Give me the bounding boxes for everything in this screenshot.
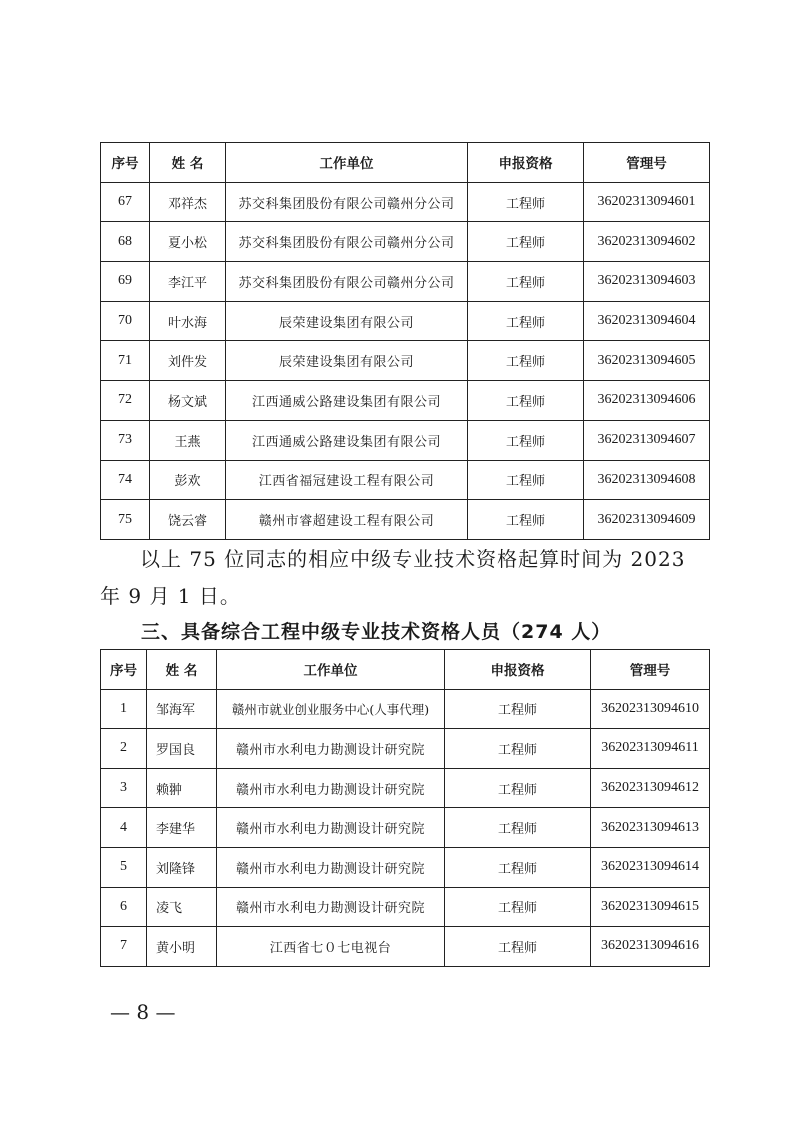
table-row	[101, 381, 710, 421]
cell-work-unit: 江西省福冠建设工程有限公司	[226, 460, 468, 500]
header-name: 姓 名	[147, 650, 217, 690]
header-management-number: 管理号	[584, 143, 710, 183]
cell-qualification: 工程师	[468, 341, 584, 381]
header-qualification: 申报资格	[445, 650, 591, 690]
cell-qualification: 工程师	[468, 222, 584, 262]
cell-work-unit: 赣州市水利电力勘测设计研究院	[217, 847, 445, 887]
cell-work-unit: 江西通威公路建设集团有限公司	[226, 420, 468, 460]
table-row	[101, 222, 710, 262]
cell-serial: 70	[101, 301, 150, 341]
header-management-number: 管理号	[591, 650, 710, 690]
cell-qualification: 工程师	[468, 301, 584, 341]
cell-name: 赖翀	[147, 768, 217, 808]
cell-serial: 72	[101, 381, 150, 421]
header-work-unit: 工作单位	[217, 650, 445, 690]
cell-work-unit: 赣州市水利电力勘测设计研究院	[217, 768, 445, 808]
cell-management-number: 36202313094610	[591, 689, 710, 729]
cell-serial: 5	[101, 847, 147, 887]
cell-name: 彭欢	[150, 460, 226, 500]
header-serial: 序号	[101, 143, 150, 183]
cell-name: 邓祥杰	[150, 182, 226, 222]
cell-qualification: 工程师	[468, 420, 584, 460]
cell-work-unit: 辰荣建设集团有限公司	[226, 301, 468, 341]
cell-management-number: 36202313094606	[584, 381, 710, 421]
table-row	[101, 341, 710, 381]
cell-qualification: 工程师	[468, 381, 584, 421]
table-row	[101, 927, 710, 967]
qualification-table-2	[100, 649, 710, 967]
cell-work-unit: 赣州市水利电力勘测设计研究院	[217, 808, 445, 848]
cell-serial: 6	[101, 887, 147, 927]
cell-work-unit: 赣州市水利电力勘测设计研究院	[217, 887, 445, 927]
cell-management-number: 36202313094605	[584, 341, 710, 381]
cell-name: 李江平	[150, 262, 226, 302]
cell-management-number: 36202313094611	[591, 729, 710, 769]
header-serial: 序号	[101, 650, 147, 690]
start-date-paragraph: 以上 75 位同志的相应中级专业技术资格起算时间为 2023 年 9 月 1 日。	[100, 547, 686, 608]
cell-serial: 3	[101, 768, 147, 808]
cell-name: 杨文斌	[150, 381, 226, 421]
cell-work-unit: 苏交科集团股份有限公司赣州分公司	[226, 182, 468, 222]
header-name: 姓 名	[150, 143, 226, 183]
cell-qualification: 工程师	[468, 182, 584, 222]
cell-name: 王燕	[150, 420, 226, 460]
cell-qualification: 工程师	[468, 500, 584, 540]
table-header-row	[101, 650, 710, 690]
cell-name: 夏小松	[150, 222, 226, 262]
cell-management-number: 36202313094612	[591, 768, 710, 808]
cell-serial: 68	[101, 222, 150, 262]
table-row	[101, 887, 710, 927]
cell-qualification: 工程师	[445, 689, 591, 729]
cell-serial: 73	[101, 420, 150, 460]
cell-serial: 69	[101, 262, 150, 302]
cell-name: 李建华	[147, 808, 217, 848]
cell-work-unit: 江西通威公路建设集团有限公司	[226, 381, 468, 421]
cell-serial: 1	[101, 689, 147, 729]
cell-qualification: 工程师	[445, 927, 591, 967]
cell-serial: 75	[101, 500, 150, 540]
cell-qualification: 工程师	[445, 847, 591, 887]
section-heading: 三、具备综合工程中级专业技术资格人员（274 人）	[141, 621, 612, 643]
cell-name: 邹海军	[147, 689, 217, 729]
cell-name: 黄小明	[147, 927, 217, 967]
table-row	[101, 729, 710, 769]
cell-name: 刘隆锋	[147, 847, 217, 887]
table-row	[101, 460, 710, 500]
cell-management-number: 36202313094603	[584, 262, 710, 302]
cell-serial: 4	[101, 808, 147, 848]
table-row	[101, 420, 710, 460]
cell-work-unit: 苏交科集团股份有限公司赣州分公司	[226, 262, 468, 302]
cell-serial: 7	[101, 927, 147, 967]
cell-management-number: 36202313094601	[584, 182, 710, 222]
table-row	[101, 847, 710, 887]
cell-management-number: 36202313094604	[584, 301, 710, 341]
cell-work-unit: 江西省七０七电视台	[217, 927, 445, 967]
cell-name: 叶水海	[150, 301, 226, 341]
header-qualification: 申报资格	[468, 143, 584, 183]
table-row	[101, 301, 710, 341]
cell-qualification: 工程师	[445, 808, 591, 848]
cell-work-unit: 赣州市就业创业服务中心(人事代理)	[217, 689, 445, 729]
cell-management-number: 36202313094607	[584, 420, 710, 460]
table-row	[101, 500, 710, 540]
cell-qualification: 工程师	[445, 729, 591, 769]
cell-qualification: 工程师	[468, 262, 584, 302]
cell-name: 罗国良	[147, 729, 217, 769]
qualification-table-1	[100, 142, 710, 540]
cell-management-number: 36202313094609	[584, 500, 710, 540]
cell-management-number: 36202313094615	[591, 887, 710, 927]
table-header-row	[101, 143, 710, 183]
cell-serial: 71	[101, 341, 150, 381]
cell-management-number: 36202313094608	[584, 460, 710, 500]
page-number: — 8 —	[110, 1000, 176, 1024]
header-work-unit: 工作单位	[226, 143, 468, 183]
table-row	[101, 768, 710, 808]
cell-work-unit: 辰荣建设集团有限公司	[226, 341, 468, 381]
cell-management-number: 36202313094614	[591, 847, 710, 887]
table-row	[101, 182, 710, 222]
table-row	[101, 808, 710, 848]
cell-serial: 2	[101, 729, 147, 769]
cell-management-number: 36202313094602	[584, 222, 710, 262]
cell-management-number: 36202313094613	[591, 808, 710, 848]
cell-work-unit: 赣州市水利电力勘测设计研究院	[217, 729, 445, 769]
cell-name: 刘件发	[150, 341, 226, 381]
cell-qualification: 工程师	[468, 460, 584, 500]
cell-work-unit: 苏交科集团股份有限公司赣州分公司	[226, 222, 468, 262]
cell-name: 饶云睿	[150, 500, 226, 540]
cell-qualification: 工程师	[445, 887, 591, 927]
cell-work-unit: 赣州市睿超建设工程有限公司	[226, 500, 468, 540]
cell-name: 凌飞	[147, 887, 217, 927]
table-row	[101, 262, 710, 302]
cell-serial: 74	[101, 460, 150, 500]
table-row	[101, 689, 710, 729]
cell-management-number: 36202313094616	[591, 927, 710, 967]
cell-qualification: 工程师	[445, 768, 591, 808]
cell-serial: 67	[101, 182, 150, 222]
